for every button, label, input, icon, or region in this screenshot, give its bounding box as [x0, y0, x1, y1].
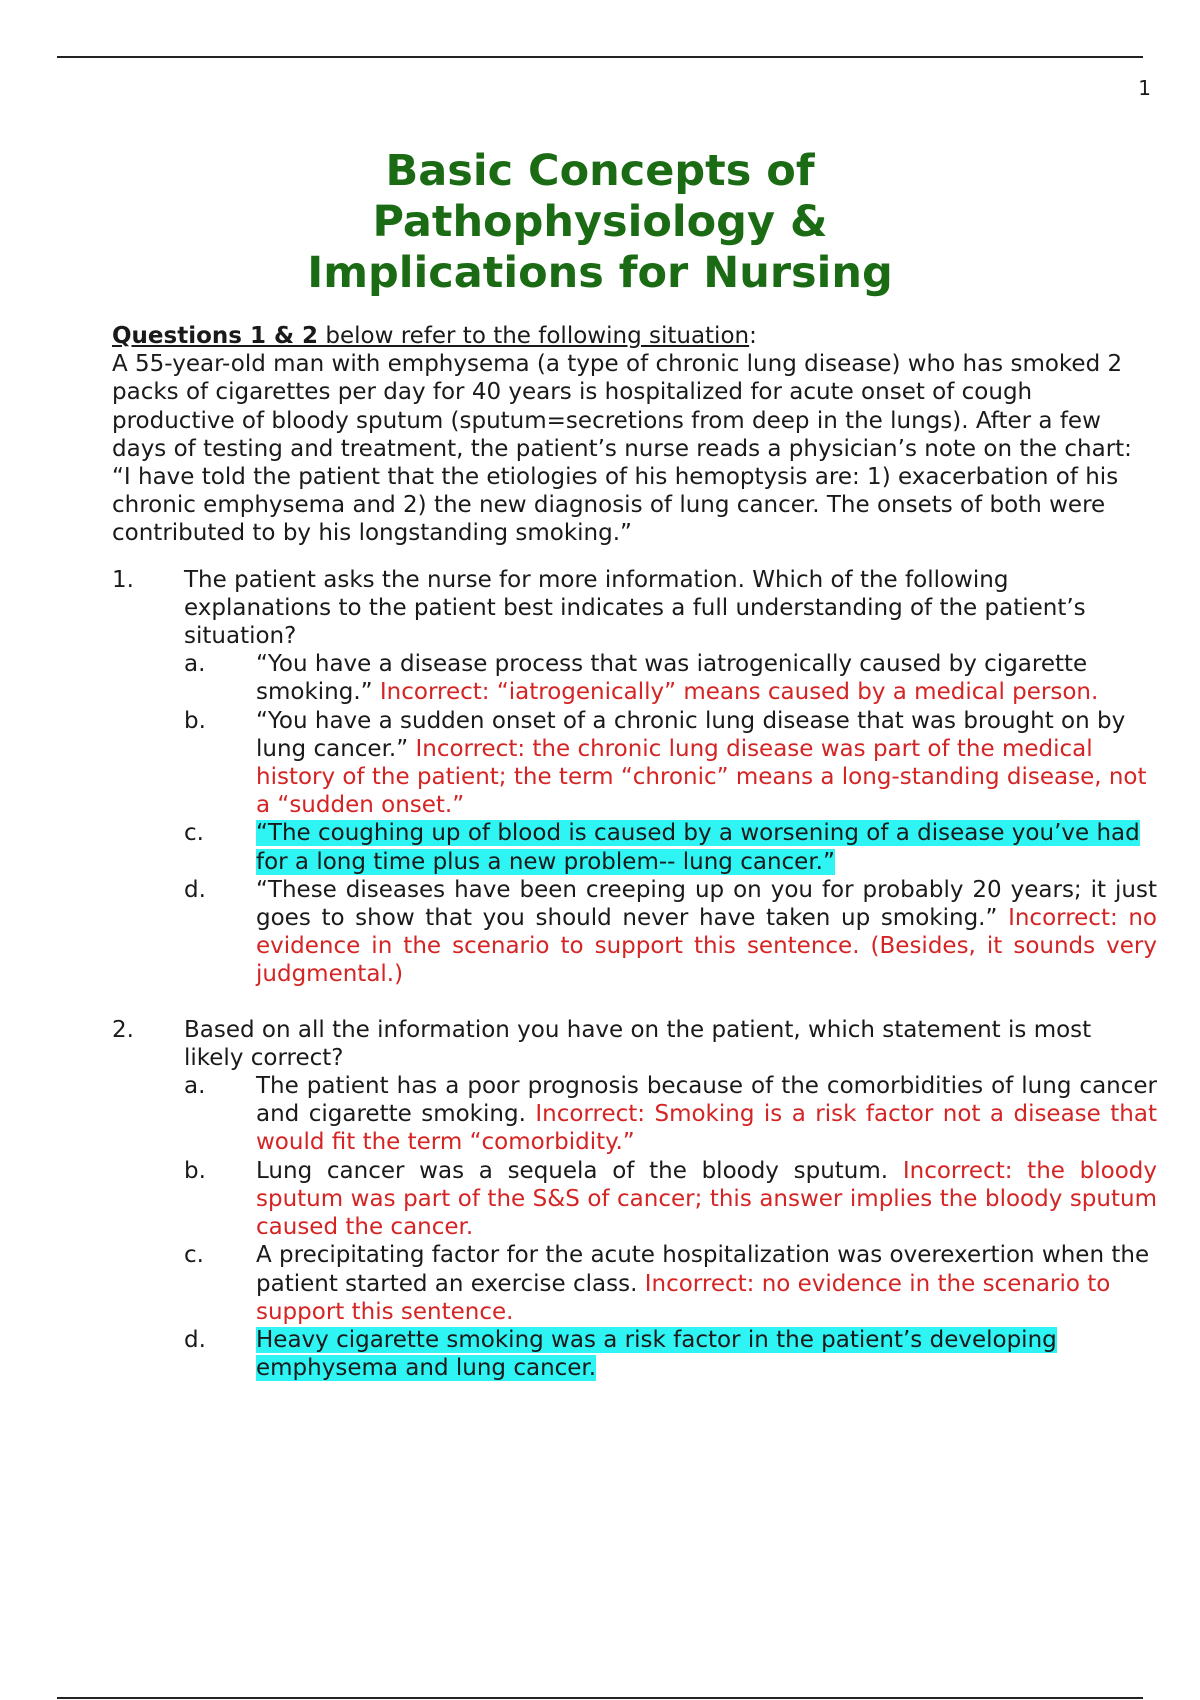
option-label: d.	[184, 1326, 206, 1353]
option-text: “These diseases have been creeping up on you for probably 20 years; it just goes to show that you should never have taken up smoking.”	[256, 876, 1157, 932]
title-line: Pathophysiology &	[372, 197, 828, 247]
scenario-text: A 55-year-old man with emphysema (a type of chronic lung disease) who has smoked 2 packs of cigarettes per day for 40 years is hospitalized for acute onset of cough productive of bloody sputum (sputum=secretions from deep in the lungs). After a few days of testing and treatment, the patient’s nurse reads a physician’s note on the chart: “I have told the patient that the etiologies of his hemoptysis are: 1) exacerbation of his chronic emphysema and 2) the new diagnosis of lung cancer. The onsets of both were contributed to by his longstanding smoking.”	[112, 351, 1132, 547]
bottom-rule	[57, 1697, 1143, 1699]
option-feedback: Incorrect: the chronic lung disease was part of the medical history of the patient; the term “chronic” means a long-standing disease, not a “sudden onset.”	[256, 735, 1147, 819]
page-number: 1	[1138, 76, 1151, 100]
intro-heading-rest: below refer to the following situation	[318, 323, 750, 349]
correct-answer-highlight: Heavy cigarette smoking was a risk factor in the patient’s developing emphysema and lung cancer.	[256, 1326, 1057, 1382]
option-2a	[184, 1072, 1157, 1157]
document-body	[112, 322, 1157, 1382]
question-stem: The patient asks the nurse for more information. Which of the following explanations to the patient best indicates a full understanding of the patient’s situation?	[184, 566, 1086, 650]
option-label: c.	[184, 1242, 204, 1269]
option-feedback: Incorrect: the bloody sputum was part of the S&S of cancer; this answer implies the bloody sputum caused the cancer.	[256, 1157, 1157, 1241]
correct-answer-highlight: “The coughing up of blood is caused by a worsening of a disease you’ve had for a long time plus a new problem-- lung cancer.”	[256, 820, 1140, 875]
option-label: a.	[184, 1073, 206, 1100]
question-number: 2.	[112, 1016, 134, 1043]
question-stem: Based on all the information you have on the patient, which statement is most likely correct?	[184, 1016, 1092, 1071]
intro-heading-bold: Questions 1 & 2	[112, 323, 319, 349]
option-1a	[184, 650, 1157, 706]
intro-heading-colon: :	[749, 323, 757, 349]
question-2	[112, 1016, 1157, 1383]
option-label: d.	[184, 876, 206, 903]
spacer	[112, 989, 1157, 1016]
title-line: Basic Concepts of	[385, 146, 815, 196]
title-line: Implications for Nursing	[307, 248, 893, 298]
option-text: The patient has a poor prognosis because of the comorbidities of lung cancer and cigarette smoking.	[256, 1073, 1157, 1128]
option-2c	[184, 1241, 1157, 1326]
question-1	[112, 566, 1157, 989]
option-label: c.	[184, 820, 204, 847]
option-1c-correct	[184, 819, 1157, 875]
top-rule	[57, 56, 1143, 58]
option-1b	[184, 707, 1157, 820]
option-feedback: Incorrect: no evidence in the scenario to support this sentence. (Besides, it sounds very judgmental.)	[256, 905, 1157, 988]
page-title	[0, 146, 1200, 299]
option-feedback: Incorrect: “iatrogenically” means caused by a medical person.	[379, 679, 1099, 706]
option-label: a.	[184, 651, 206, 678]
intro-heading	[112, 322, 1157, 350]
option-label: b.	[184, 707, 206, 734]
option-feedback: Incorrect: no evidence in the scenario to support this sentence.	[256, 1270, 1111, 1325]
question-number: 1.	[112, 566, 134, 593]
option-text: “You have a sudden onset of a chronic lung disease that was brought on by lung cancer.”	[256, 707, 1126, 762]
option-text: “You have a disease process that was iatrogenically caused by cigarette smoking.”	[256, 651, 1088, 706]
option-2d-correct	[184, 1326, 1157, 1382]
option-2b	[184, 1157, 1157, 1242]
option-text: Lung cancer was a sequela of the bloody sputum.	[256, 1157, 889, 1184]
option-label: b.	[184, 1157, 206, 1184]
option-feedback: Incorrect: Smoking is a risk factor not a disease that would fit the term “comorbidity.”	[256, 1101, 1157, 1156]
option-1d	[184, 876, 1157, 989]
option-text: A precipitating factor for the acute hospitalization was overexertion when the patient started an exercise class.	[256, 1242, 1150, 1297]
